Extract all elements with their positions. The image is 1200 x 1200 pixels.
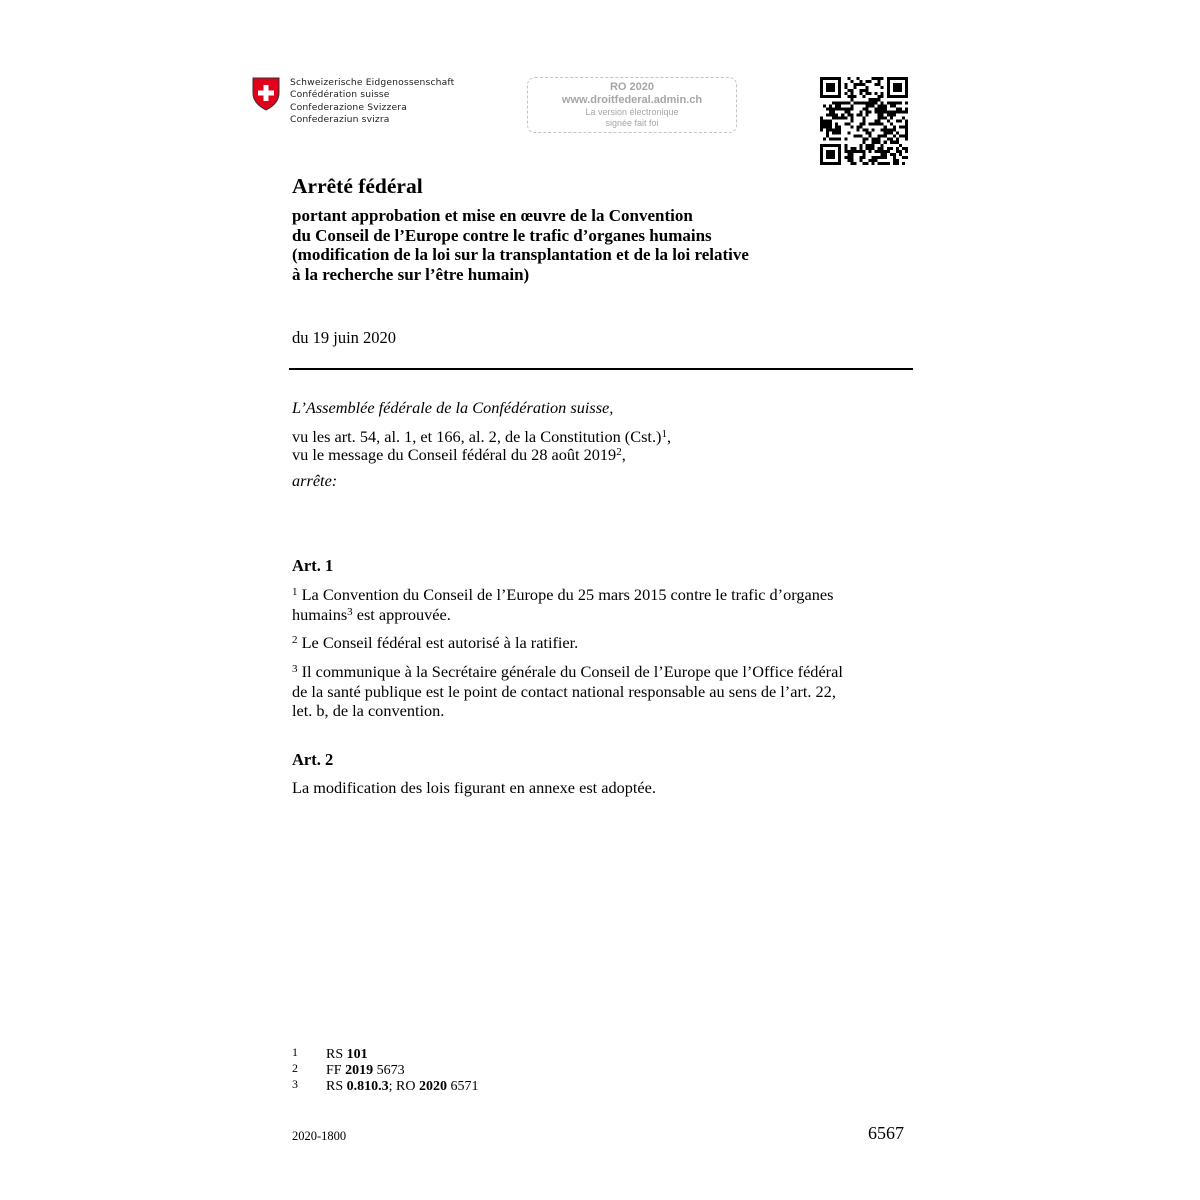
document-title: Arrêté fédéral bbox=[292, 174, 423, 198]
preamble-assembly: L’Assemblée fédérale de la Confédération suisse, bbox=[292, 398, 614, 417]
paragraph-number: 3 bbox=[292, 663, 298, 675]
vu2-end: , bbox=[621, 445, 626, 464]
footnote-ref-3[interactable]: 3 bbox=[347, 605, 353, 618]
subtitle-line: du Conseil de l’Europe contre le trafic d’organes humains bbox=[292, 225, 712, 245]
paragraph-text: let. b, de la convention. bbox=[292, 701, 445, 720]
ro-stamp bbox=[527, 77, 737, 133]
agency-line-rm: Confederaziun svizra bbox=[290, 113, 390, 125]
paragraph-text: est approuvée. bbox=[352, 604, 451, 624]
document-subtitle bbox=[292, 206, 932, 284]
document-number: 2020-1800 bbox=[292, 1129, 347, 1143]
preamble-vu-message bbox=[292, 445, 626, 465]
footnote-text: RS bbox=[326, 1079, 347, 1094]
paragraph-text: La Convention du Conseil de l’Europe du 25 mars 2015 contre le trafic d’organes bbox=[301, 585, 834, 604]
paragraph-text: de la santé publique est le point de contact national responsable au sens de l’art. 22, bbox=[292, 681, 836, 701]
footnote-text: ; RO bbox=[388, 1079, 419, 1094]
footnote-ref-bold: 101 bbox=[346, 1047, 368, 1062]
footnote-text: 5673 bbox=[373, 1063, 405, 1078]
paragraph-text: Il communique à la Secrétaire générale du Conseil de l’Europe que l’Office fédéral bbox=[301, 662, 843, 681]
footnote-ref-2[interactable]: 2 bbox=[616, 446, 622, 458]
paragraph-text: Le Conseil fédéral est autorisé à la ratifier. bbox=[301, 633, 579, 652]
vu1-end: , bbox=[666, 427, 672, 446]
agency-line-it: Confederazione Svizzera bbox=[290, 101, 408, 113]
ro-stamp-note-2: signée fait foi bbox=[605, 118, 659, 128]
article-1-paragraph-1 bbox=[292, 585, 909, 624]
agency-line-fr: Confédération suisse bbox=[290, 89, 390, 101]
article-1-paragraph-3 bbox=[292, 662, 909, 721]
footnote-number: 2 bbox=[292, 1061, 298, 1075]
preamble-arrete: arrête: bbox=[292, 471, 338, 490]
swiss-coat-of-arms-icon bbox=[251, 77, 281, 111]
footnote-ref-bold: 2020 bbox=[418, 1079, 447, 1094]
ro-stamp-url: www.droitfederal.admin.ch bbox=[561, 94, 703, 106]
footnote-ref-bold: 0.810.3 bbox=[346, 1079, 389, 1094]
ro-stamp-ref: RO 2020 bbox=[609, 81, 655, 93]
paragraph-text: humains bbox=[292, 604, 348, 624]
vu1-text: vu les art. 54, al. 1, et 166, al. 2, de la Constitution (Cst.) bbox=[292, 427, 662, 446]
document-date: du 19 juin 2020 bbox=[292, 328, 397, 347]
footnote-text: FF bbox=[326, 1063, 346, 1078]
paragraph-number: 1 bbox=[292, 586, 298, 598]
footnote-text: RS bbox=[326, 1047, 347, 1062]
footnote-ref-1[interactable]: 1 bbox=[661, 428, 667, 440]
footnote-number: 1 bbox=[292, 1045, 298, 1059]
paragraph-number: 2 bbox=[292, 634, 298, 646]
divider bbox=[289, 368, 913, 370]
subtitle-line: à la recherche sur l’être humain) bbox=[292, 264, 530, 284]
article-2-heading: Art. 2 bbox=[292, 750, 334, 769]
footnote-number: 3 bbox=[292, 1077, 298, 1091]
article-1-paragraph-2 bbox=[292, 633, 909, 653]
ro-stamp-note-1: La version électronique bbox=[585, 107, 679, 117]
agency-line-de: Schweizerische Eidgenossenschaft bbox=[290, 77, 455, 88]
federal-agency-names bbox=[290, 77, 454, 126]
article-2-paragraph-1: La modification des lois figurant en annexe est adoptée. bbox=[292, 778, 656, 797]
subtitle-line: portant approbation et mise en œuvre de la Convention bbox=[292, 206, 693, 225]
subtitle-line: (modification de la loi sur la transplantation et de la loi relative bbox=[292, 245, 749, 264]
page-number: 6567 bbox=[868, 1123, 904, 1143]
qr-code-icon[interactable] bbox=[820, 77, 908, 165]
footnote-text: 6571 bbox=[446, 1079, 479, 1094]
preamble-vu-constitution bbox=[292, 427, 671, 447]
vu2-text: vu le message du Conseil fédéral du 28 août 2019 bbox=[292, 445, 617, 464]
footnote-ref-bold: 2019 bbox=[345, 1063, 374, 1078]
article-1-heading: Art. 1 bbox=[292, 556, 334, 575]
